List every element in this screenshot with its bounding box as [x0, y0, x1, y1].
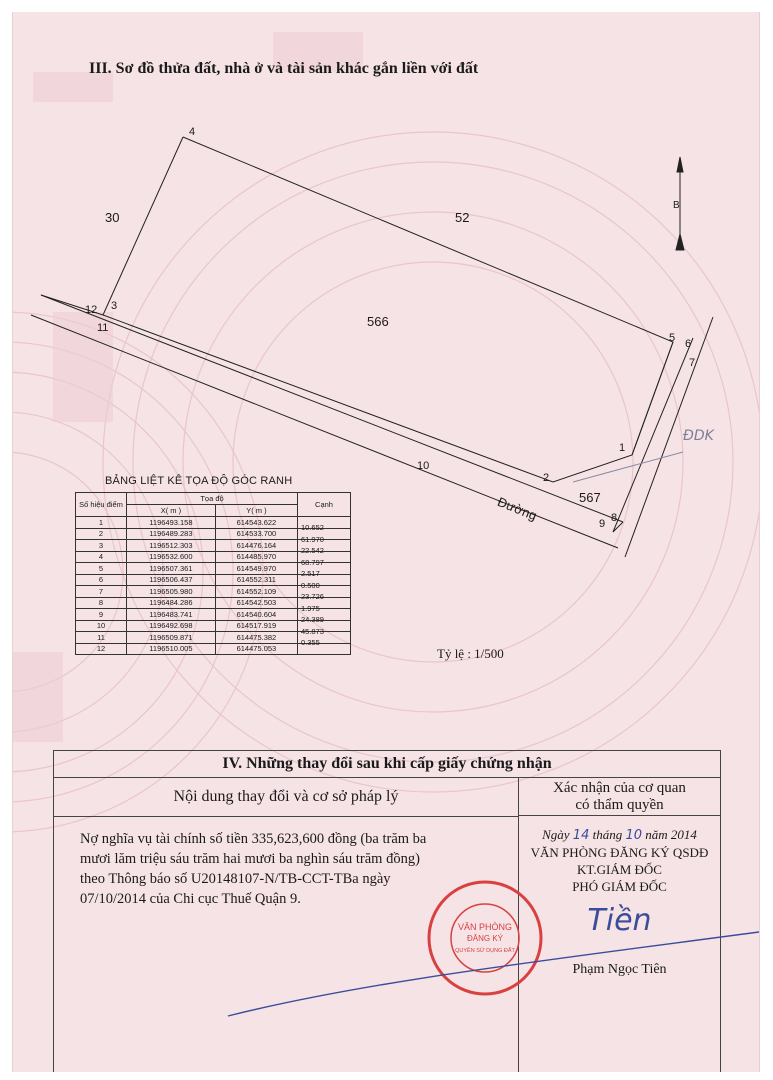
- edge-length: 24.389: [301, 615, 324, 624]
- x-value: 1196484.286: [127, 597, 216, 609]
- col-header-edge: Cạnh: [298, 493, 351, 517]
- parcel-number-southeast: 567: [579, 490, 601, 505]
- point-label: 7: [689, 357, 696, 369]
- y-value: 614533.700: [215, 528, 297, 540]
- edge-length: 0.355: [301, 638, 320, 647]
- parcel-number-north: 52: [455, 210, 470, 225]
- col-header-y: Y( m ): [215, 505, 297, 517]
- edge-length: 23.726: [301, 592, 324, 601]
- y-value: 614517.919: [215, 620, 297, 632]
- y-value: 614552.109: [215, 586, 297, 598]
- date-day: 14: [572, 828, 590, 843]
- x-value: 1196492.698: [127, 620, 216, 632]
- ink-stroke: [13, 12, 759, 1072]
- y-value: 614542.503: [215, 597, 297, 609]
- point-id: 10: [76, 620, 127, 632]
- signer-name: Phạm Ngọc Tiên: [572, 962, 667, 977]
- section3-title: III. Sơ đồ thửa đất, nhà ở và tài sản khác gắn liền với đất: [89, 60, 479, 77]
- x-value: 1196493.158: [127, 517, 216, 529]
- edge-length: 45.873: [301, 626, 324, 636]
- confirmation-header-line1: Xác nhận của cơ quan: [553, 780, 686, 796]
- edge-length: 22.542: [301, 546, 324, 555]
- content-line: Nợ nghĩa vụ tài chính số tiền 335,623,600 đồng (ba trăm ba: [80, 831, 427, 847]
- north-marker-label: B: [673, 200, 680, 211]
- y-value: 614549.970: [215, 563, 297, 575]
- point-id: 7: [76, 586, 127, 598]
- x-value: 1196510.005: [127, 643, 216, 655]
- col-header-point: Số hiệu điểm: [76, 493, 127, 517]
- changes-column-header: Nội dung thay đổi và cơ sở pháp lý: [54, 778, 518, 817]
- point-label: 12: [85, 304, 98, 316]
- edge-length: 61.970: [301, 534, 324, 544]
- road-label: Đường: [495, 494, 540, 524]
- stamp-line: VĂN PHÒNG: [457, 922, 513, 932]
- edge-length: 1.975: [301, 603, 320, 613]
- x-value: 1196505.980: [127, 586, 216, 598]
- x-value: 1196532.600: [127, 551, 216, 563]
- point-id: 4: [76, 551, 127, 563]
- y-value: 614540.604: [215, 609, 297, 621]
- point-id: 6: [76, 574, 127, 586]
- certificate-page: [12, 12, 760, 1072]
- parcel-number-west: 30: [105, 210, 120, 225]
- handwritten-note: ĐDK: [683, 428, 714, 444]
- point-label: 11: [97, 322, 109, 334]
- date-thang-label: tháng: [592, 827, 623, 842]
- office-name: VĂN PHÒNG ĐĂNG KÝ QSDĐ: [530, 845, 709, 860]
- date-ngay-label: Ngày: [542, 827, 570, 842]
- point-label: 6: [685, 338, 692, 350]
- point-label: 5: [669, 332, 676, 344]
- point-id: 5: [76, 563, 127, 575]
- stamp-line: ĐĂNG KÝ: [466, 934, 504, 943]
- edge-length: 68.797: [301, 557, 324, 567]
- point-id: 8: [76, 597, 127, 609]
- edge-length: 2.517: [301, 569, 320, 578]
- edge-length: 0.500: [301, 580, 320, 590]
- point-label: 10: [417, 460, 430, 472]
- x-value: 1196483.741: [127, 609, 216, 621]
- deputy-director: PHÓ GIÁM ĐỐC: [572, 879, 667, 894]
- point-id: 12: [76, 643, 127, 655]
- date-month: 10: [625, 828, 643, 843]
- point-id: 1: [76, 517, 127, 529]
- col-header-x: X( m ): [127, 505, 216, 517]
- point-id: 2: [76, 528, 127, 540]
- content-line: mươi lăm triệu sáu trăm hai mươi ba nghìn sáu trăm đồng): [80, 851, 420, 867]
- date-year: 2014: [670, 827, 697, 842]
- point-id: 3: [76, 540, 127, 552]
- x-value: 1196506.437: [127, 574, 216, 586]
- edge-length: 10.652: [301, 523, 324, 532]
- section4-title: IV. Những thay đổi sau khi cấp giấy chứng nhận: [54, 751, 720, 778]
- content-line: 07/10/2014 của Chi cục Thuế Quận 9.: [80, 891, 301, 907]
- point-label: 3: [111, 300, 118, 312]
- point-label: 1: [619, 442, 626, 454]
- coord-table-caption: BẢNG LIỆT KÊ TỌA ĐỘ GÓC RANH: [105, 475, 293, 487]
- y-value: 614475.382: [215, 632, 297, 644]
- point-id: 9: [76, 609, 127, 621]
- x-value: 1196489.283: [127, 528, 216, 540]
- signature: Tiền: [587, 903, 652, 938]
- point-label: 9: [599, 518, 606, 530]
- y-value: 614475.053: [215, 643, 297, 655]
- kt-director: KT.GIÁM ĐỐC: [577, 862, 662, 877]
- x-value: 1196512.303: [127, 540, 216, 552]
- point-label: 4: [189, 126, 196, 138]
- y-value: 614543.622: [215, 517, 297, 529]
- stamp-line: QUYỀN SỬ DỤNG ĐẤT: [455, 948, 515, 954]
- scale-label: Tỷ lệ : 1/500: [437, 646, 504, 661]
- x-value: 1196507.361: [127, 563, 216, 575]
- date-nam-label: năm: [645, 827, 668, 842]
- y-value: 614476.164: [215, 540, 297, 552]
- y-value: 614485.970: [215, 551, 297, 563]
- point-label: 2: [543, 472, 550, 484]
- col-header-coords: Tọa độ: [127, 493, 298, 505]
- point-label: 8: [611, 512, 618, 524]
- confirmation-header-line2: có thẩm quyền: [575, 797, 664, 813]
- content-line: theo Thông báo số U20148107-N/TB-CCT-TBa ngày: [80, 871, 391, 887]
- y-value: 614552.311: [215, 574, 297, 586]
- parcel-number-main: 566: [367, 314, 389, 329]
- point-id: 11: [76, 632, 127, 644]
- x-value: 1196509.871: [127, 632, 216, 644]
